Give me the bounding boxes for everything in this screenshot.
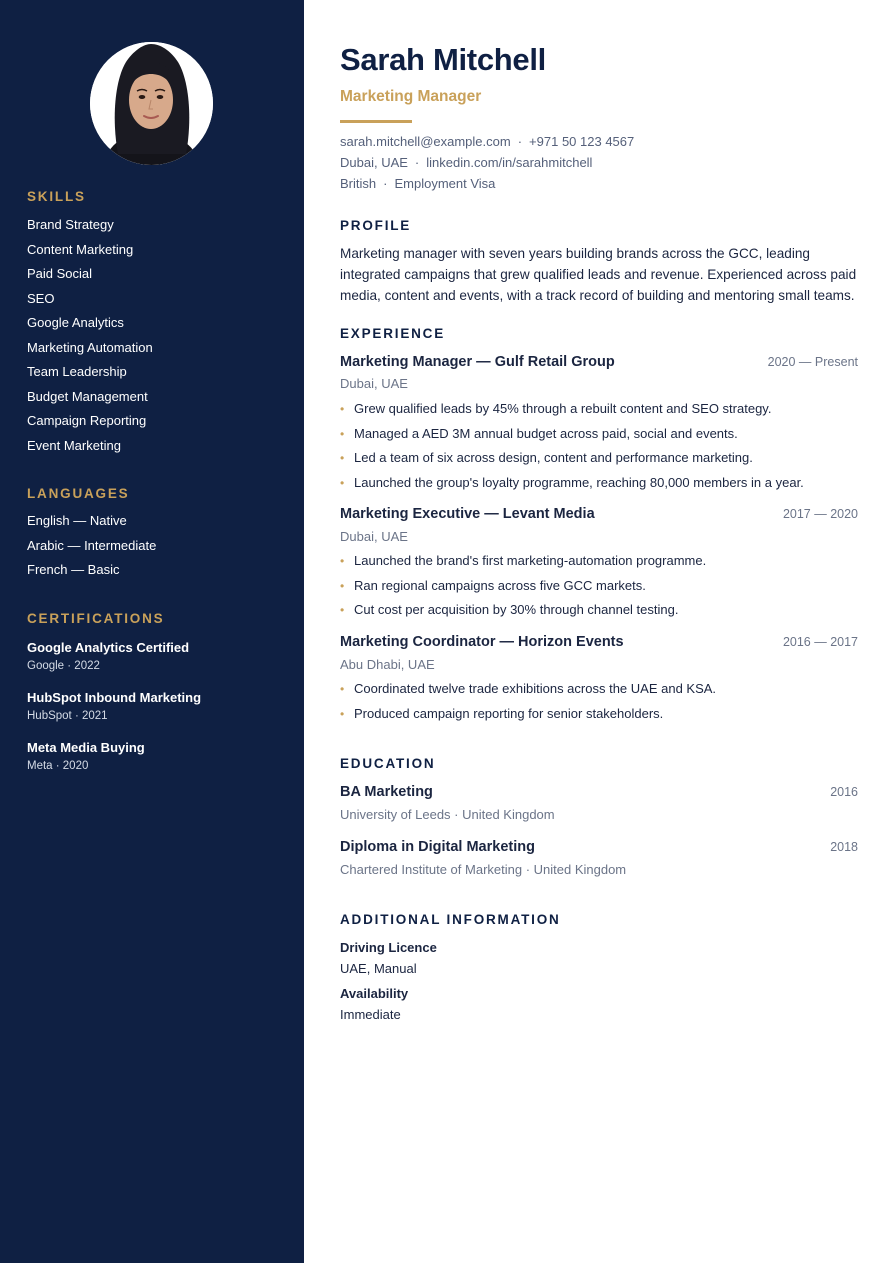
job-location: Dubai, UAE (340, 376, 408, 391)
degree-title: Diploma in Digital Marketing (340, 839, 535, 855)
bullet-item: • Managed a AED 3M annual budget across paid, social and events. (340, 426, 860, 451)
degree-year: 2018 (830, 840, 858, 854)
job-dates: 2017 — 2020 (782, 507, 858, 521)
experience-heading: EXPERIENCE (340, 326, 446, 341)
skill-item: Campaign Reporting (27, 413, 147, 428)
visa-text: Employment Visa (394, 176, 496, 191)
separator: · (383, 176, 388, 191)
accent-divider (340, 120, 412, 123)
bullet-item: • Led a team of six across design, content and performance marketing. (340, 450, 860, 475)
certification-meta: Google · 2022 (27, 660, 100, 672)
profile-line: integrated campaigns that grew qualified leads and revenue. Experienced across paid (340, 267, 857, 282)
phone-number[interactable]: +971 50 123 4567 (529, 134, 635, 149)
bullet-item: • Grew qualified leads by 45% through a rebuilt content and SEO strategy. (340, 401, 860, 426)
profile-line: Marketing manager with seven years building brands across the GCC, leading (340, 246, 810, 261)
bullet-item: • Produced campaign reporting for senior stakeholders. (340, 706, 860, 731)
skill-item: Brand Strategy (27, 217, 114, 232)
contact-line-3 (340, 176, 495, 191)
additional-label: Availability (340, 986, 409, 1001)
contact-line-1 (340, 134, 634, 149)
avatar (90, 42, 213, 165)
certification-name: Meta Media Buying (27, 740, 145, 755)
separator: · (517, 134, 523, 149)
institution: Chartered Institute of Marketing · United Kingdom (340, 862, 627, 877)
skill-item: Google Analytics (27, 315, 124, 330)
skill-item: Team Leadership (27, 364, 127, 379)
language-item: Arabic — Intermediate (27, 537, 157, 553)
certification-item (27, 740, 145, 772)
skill-item: Marketing Automation (27, 339, 153, 355)
job-bullets (340, 401, 860, 499)
languages-section (27, 486, 287, 577)
skills-section (27, 189, 287, 453)
contact-line-2 (340, 155, 592, 170)
additional-label: Driving Licence (340, 940, 437, 955)
job-bullets (340, 681, 860, 730)
nationality-text: British (340, 176, 377, 191)
language-item: English — Native (27, 513, 127, 528)
certification-name: Google Analytics Certified (27, 640, 190, 655)
certifications-heading: CERTIFICATIONS (27, 611, 165, 626)
certification-item (27, 640, 189, 672)
additional-value: UAE, Manual (340, 961, 417, 976)
certification-item (27, 690, 201, 722)
separator: · (414, 155, 420, 170)
candidate-role: Marketing Manager (340, 88, 482, 105)
degree-year: 2016 (830, 785, 858, 799)
sidebar (0, 0, 304, 1263)
skills-heading: SKILLS (27, 189, 86, 204)
job-title: Marketing Coordinator — Horizon Events (340, 634, 624, 650)
bullet-item: • Coordinated twelve trade exhibitions across the UAE and KSA. (340, 681, 860, 706)
institution: University of Leeds · United Kingdom (340, 807, 555, 822)
job-title: Marketing Executive — Levant Media (340, 506, 595, 522)
job-title: Marketing Manager — Gulf Retail Group (340, 354, 615, 370)
skill-item: Budget Management (27, 388, 148, 404)
language-item: French — Basic (27, 562, 120, 577)
bullet-item: • Launched the group's loyalty programme, reaching 80,000 members in a year. (340, 475, 860, 500)
linkedin-link[interactable]: linkedin.com/in/sarahmitchell (426, 155, 593, 170)
profile-heading: PROFILE (340, 218, 412, 233)
profile-line: media, content and events, with a track record of building and mentoring small teams. (340, 288, 855, 303)
job-bullets (340, 553, 860, 627)
certification-meta: HubSpot · 2021 (27, 710, 108, 722)
languages-heading: LANGUAGES (27, 486, 130, 501)
certifications-section (27, 611, 287, 772)
skill-item: Paid Social (27, 266, 93, 281)
location-text: Dubai, UAE (340, 155, 408, 170)
bullet-item: • Ran regional campaigns across five GCC markets. (340, 578, 860, 603)
skill-item: SEO (27, 290, 55, 306)
certification-meta: Meta · 2020 (27, 760, 89, 772)
job-location: Abu Dhabi, UAE (340, 657, 435, 672)
bullet-item: • Cut cost per acquisition by 30% through channel testing. (340, 602, 860, 627)
profile-photo (90, 42, 213, 165)
job-location: Dubai, UAE (340, 529, 408, 544)
certification-name: HubSpot Inbound Marketing (27, 690, 202, 705)
email-link[interactable]: sarah.mitchell@example.com (340, 134, 511, 149)
profile-summary (340, 243, 860, 306)
candidate-name: Sarah Mitchell (340, 42, 546, 77)
bullet-item: • Launched the brand's first marketing-automation programme. (340, 553, 860, 578)
additional-value: Immediate (340, 1007, 401, 1022)
job-dates: 2020 — Present (767, 355, 858, 369)
education-heading: EDUCATION (340, 756, 436, 771)
degree-title: BA Marketing (340, 784, 433, 800)
additional-heading: ADDITIONAL INFORMATION (340, 912, 561, 927)
job-dates: 2016 — 2017 (782, 635, 858, 649)
skill-item: Event Marketing (27, 437, 121, 453)
skill-item: Content Marketing (27, 241, 134, 257)
